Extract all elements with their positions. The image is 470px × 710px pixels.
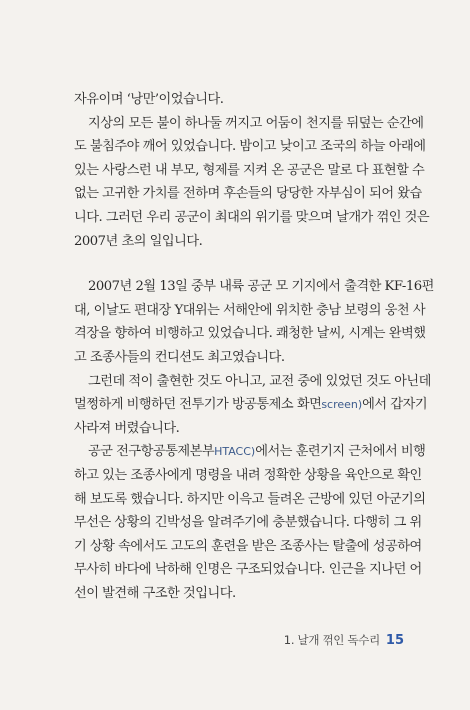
body-text: [74, 88, 434, 605]
text-line: 사라져 버렸습니다.: [74, 420, 180, 436]
text-line: 대, 이날도 편대장 Y대위는 서해안에 위치한 충남 보령의 웅천 사: [74, 302, 426, 318]
text-line: 지상의 모든 불이 하나둘 꺼지고 어둠이 천지를 뒤덮는 순간에: [88, 115, 424, 131]
text-line: 선이 발견해 구조한 것입니다.: [74, 585, 236, 601]
text-line: 도 불침주야 깨어 있었습니다. 밤이고 낮이고 조국의 하늘 아래에: [74, 139, 426, 155]
text-line: [74, 440, 426, 464]
page-footer: [254, 628, 404, 652]
text-line: 격장을 향하여 비행하고 있었습니다. 쾌청한 날씨, 시계는 완벽했: [74, 326, 426, 342]
text-line: 자유이며 ‘낭만’이었습니다.: [74, 92, 224, 107]
text-line: 2007년 초의 일입니다.: [74, 233, 203, 249]
page-number: 15: [385, 632, 404, 648]
text-fragment: 에서 갑자기: [362, 397, 428, 413]
text-line: 그런데 적이 출현한 것도 아니고, 교전 중에 있었던 것도 아닌데: [88, 373, 431, 389]
text-line: 무사히 바다에 낙하해 인명은 구조되었습니다. 인근을 지나던 어: [74, 562, 422, 578]
text-line: 하고 있는 조종사에게 명령을 내려 정확한 상황을 육안으로 확인: [74, 467, 422, 483]
text-fragment: 공군 전구항공통제본부: [88, 444, 215, 460]
text-line: 2007년 2월 13일 중부 내륙 공군 모 기지에서 출격한 KF-16편: [88, 279, 434, 295]
text-line: [74, 393, 428, 417]
text-line: 기 상황 속에서도 고도의 훈련을 받은 조종사는 탈출에 성공하여: [74, 538, 422, 554]
latin-term: HTACC): [214, 445, 256, 459]
running-chapter-title: 1. 날개 꺾인 독수리: [283, 633, 380, 647]
text-line: 없는 고귀한 가치를 전하며 후손들의 당당한 자부심이 되어 왔습: [74, 186, 422, 202]
latin-term: screen): [321, 398, 363, 412]
text-line: 고 조종사들의 컨디션도 최고였습니다.: [74, 349, 285, 365]
text-line: 있는 사랑스런 내 부모, 형제를 지켜 온 공군은 말로 다 표현할 수: [74, 162, 425, 178]
text-fragment: 에서는 훈련기지 근처에서 비행: [255, 444, 426, 460]
text-line: 무선은 상황의 긴박성을 알려주기에 충분했습니다. 다행히 그 위: [74, 515, 422, 531]
text-fragment: 멀쩡하게 비행하던 전투기가 방공통제소 화면: [74, 397, 322, 413]
text-line: 니다. 그러던 우리 공군이 최대의 위기를 맞으며 날개가 꺾인 것은: [74, 209, 430, 225]
text-line: 해 보도록 했습니다. 하지만 이윽고 들려온 근방에 있던 아군기의: [74, 491, 426, 507]
